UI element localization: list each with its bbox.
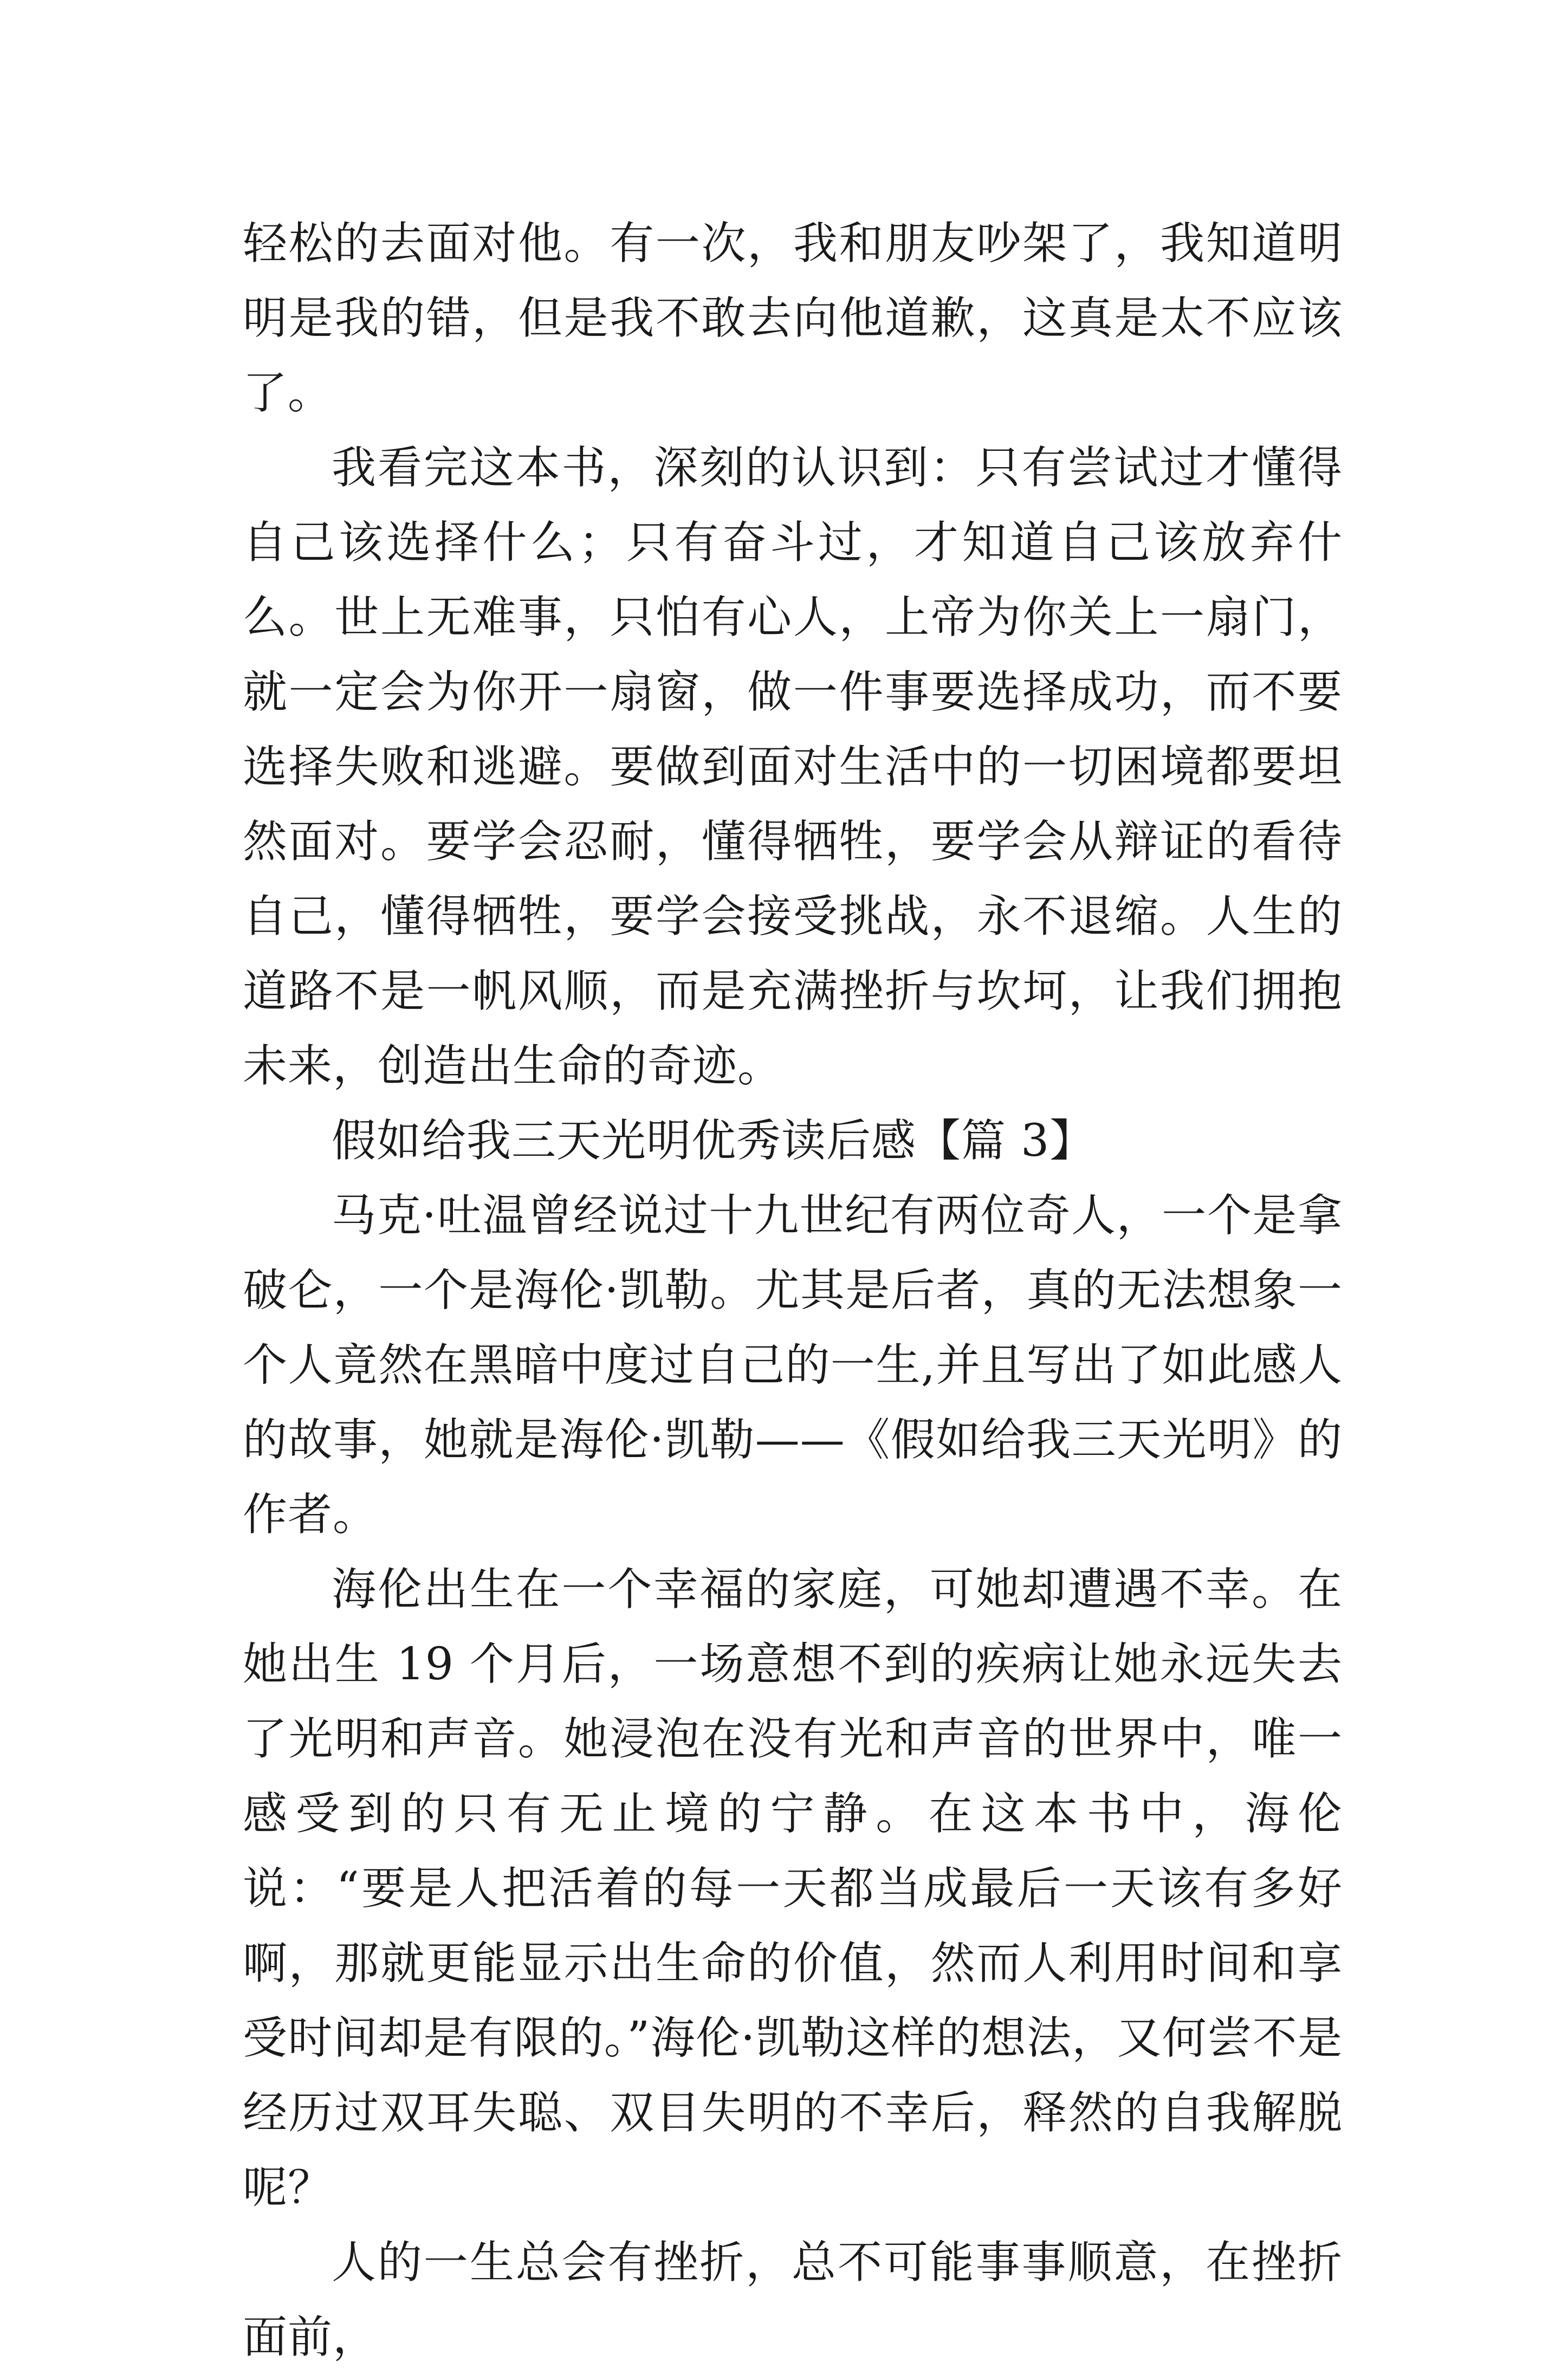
paragraph-intro: 马克·吐温曾经说过十九世纪有两位奇人，一个是拿破仑，一个是海伦·凯勒。尤其是后者，真的无法想象一个人竟然在黑暗中度过自己的一生,并且写出了如此感人的故事，她就是海伦·凯勒——《假如给我三天光明》的作者。 [243,1190,1343,1541]
paragraph-setbacks: 人的一生总会有挫折，总不可能事事顺意，在挫折面前， [243,2237,1343,2363]
section-heading: 假如给我三天光明优秀读后感【篇 3】 [332,1115,1095,1167]
paragraph-continuation: 轻松的去面对他。有一次，我和朋友吵架了，我知道明明是我的错，但是我不敢去向他道歉，这真是太不应该了。 [243,218,1343,419]
paragraph-reflection: 我看完这本书，深刻的认识到：只有尝试过才懂得自己该选择什么；只有奋斗过，才知道自己该放弃什么。世上无难事，只怕有心人，上帝为你关上一扇门，就一定会为你开一扇窗，做一件事要选择成功，而不要选择失败和逃避。要做到面对生活中的一切困境都要坦然面对。要学会忍耐，懂得牺牲，要学会从辩证的看待自己，懂得牺牲，要学会接受挑战，永不退缩。人生的道路不是一帆风顺，而是充满挫折与坎坷，让我们拥抱未来，创造出生命的奇迹。 [243,442,1343,1092]
paragraph-helen-story: 海伦出生在一个幸福的家庭，可她却遭遇不幸。在她出生 19 个月后，一场意想不到的疾病让她永远失去了光明和声音。她浸泡在没有光和声音的世界中，唯一感受到的只有无止境的宁静。在这本书中，海伦说：“要是人把活着的每一天都当成最后一天该有多好啊，那就更能显示出生命的价值，然而人利用时间和享受时间却是有限的。”海伦·凯勒这样的想法，又何尝不是经历过双耳失聪、双目失明的不幸后，释然的自我解脱呢？ [243,1564,1343,2214]
document-body [243,206,1343,2375]
